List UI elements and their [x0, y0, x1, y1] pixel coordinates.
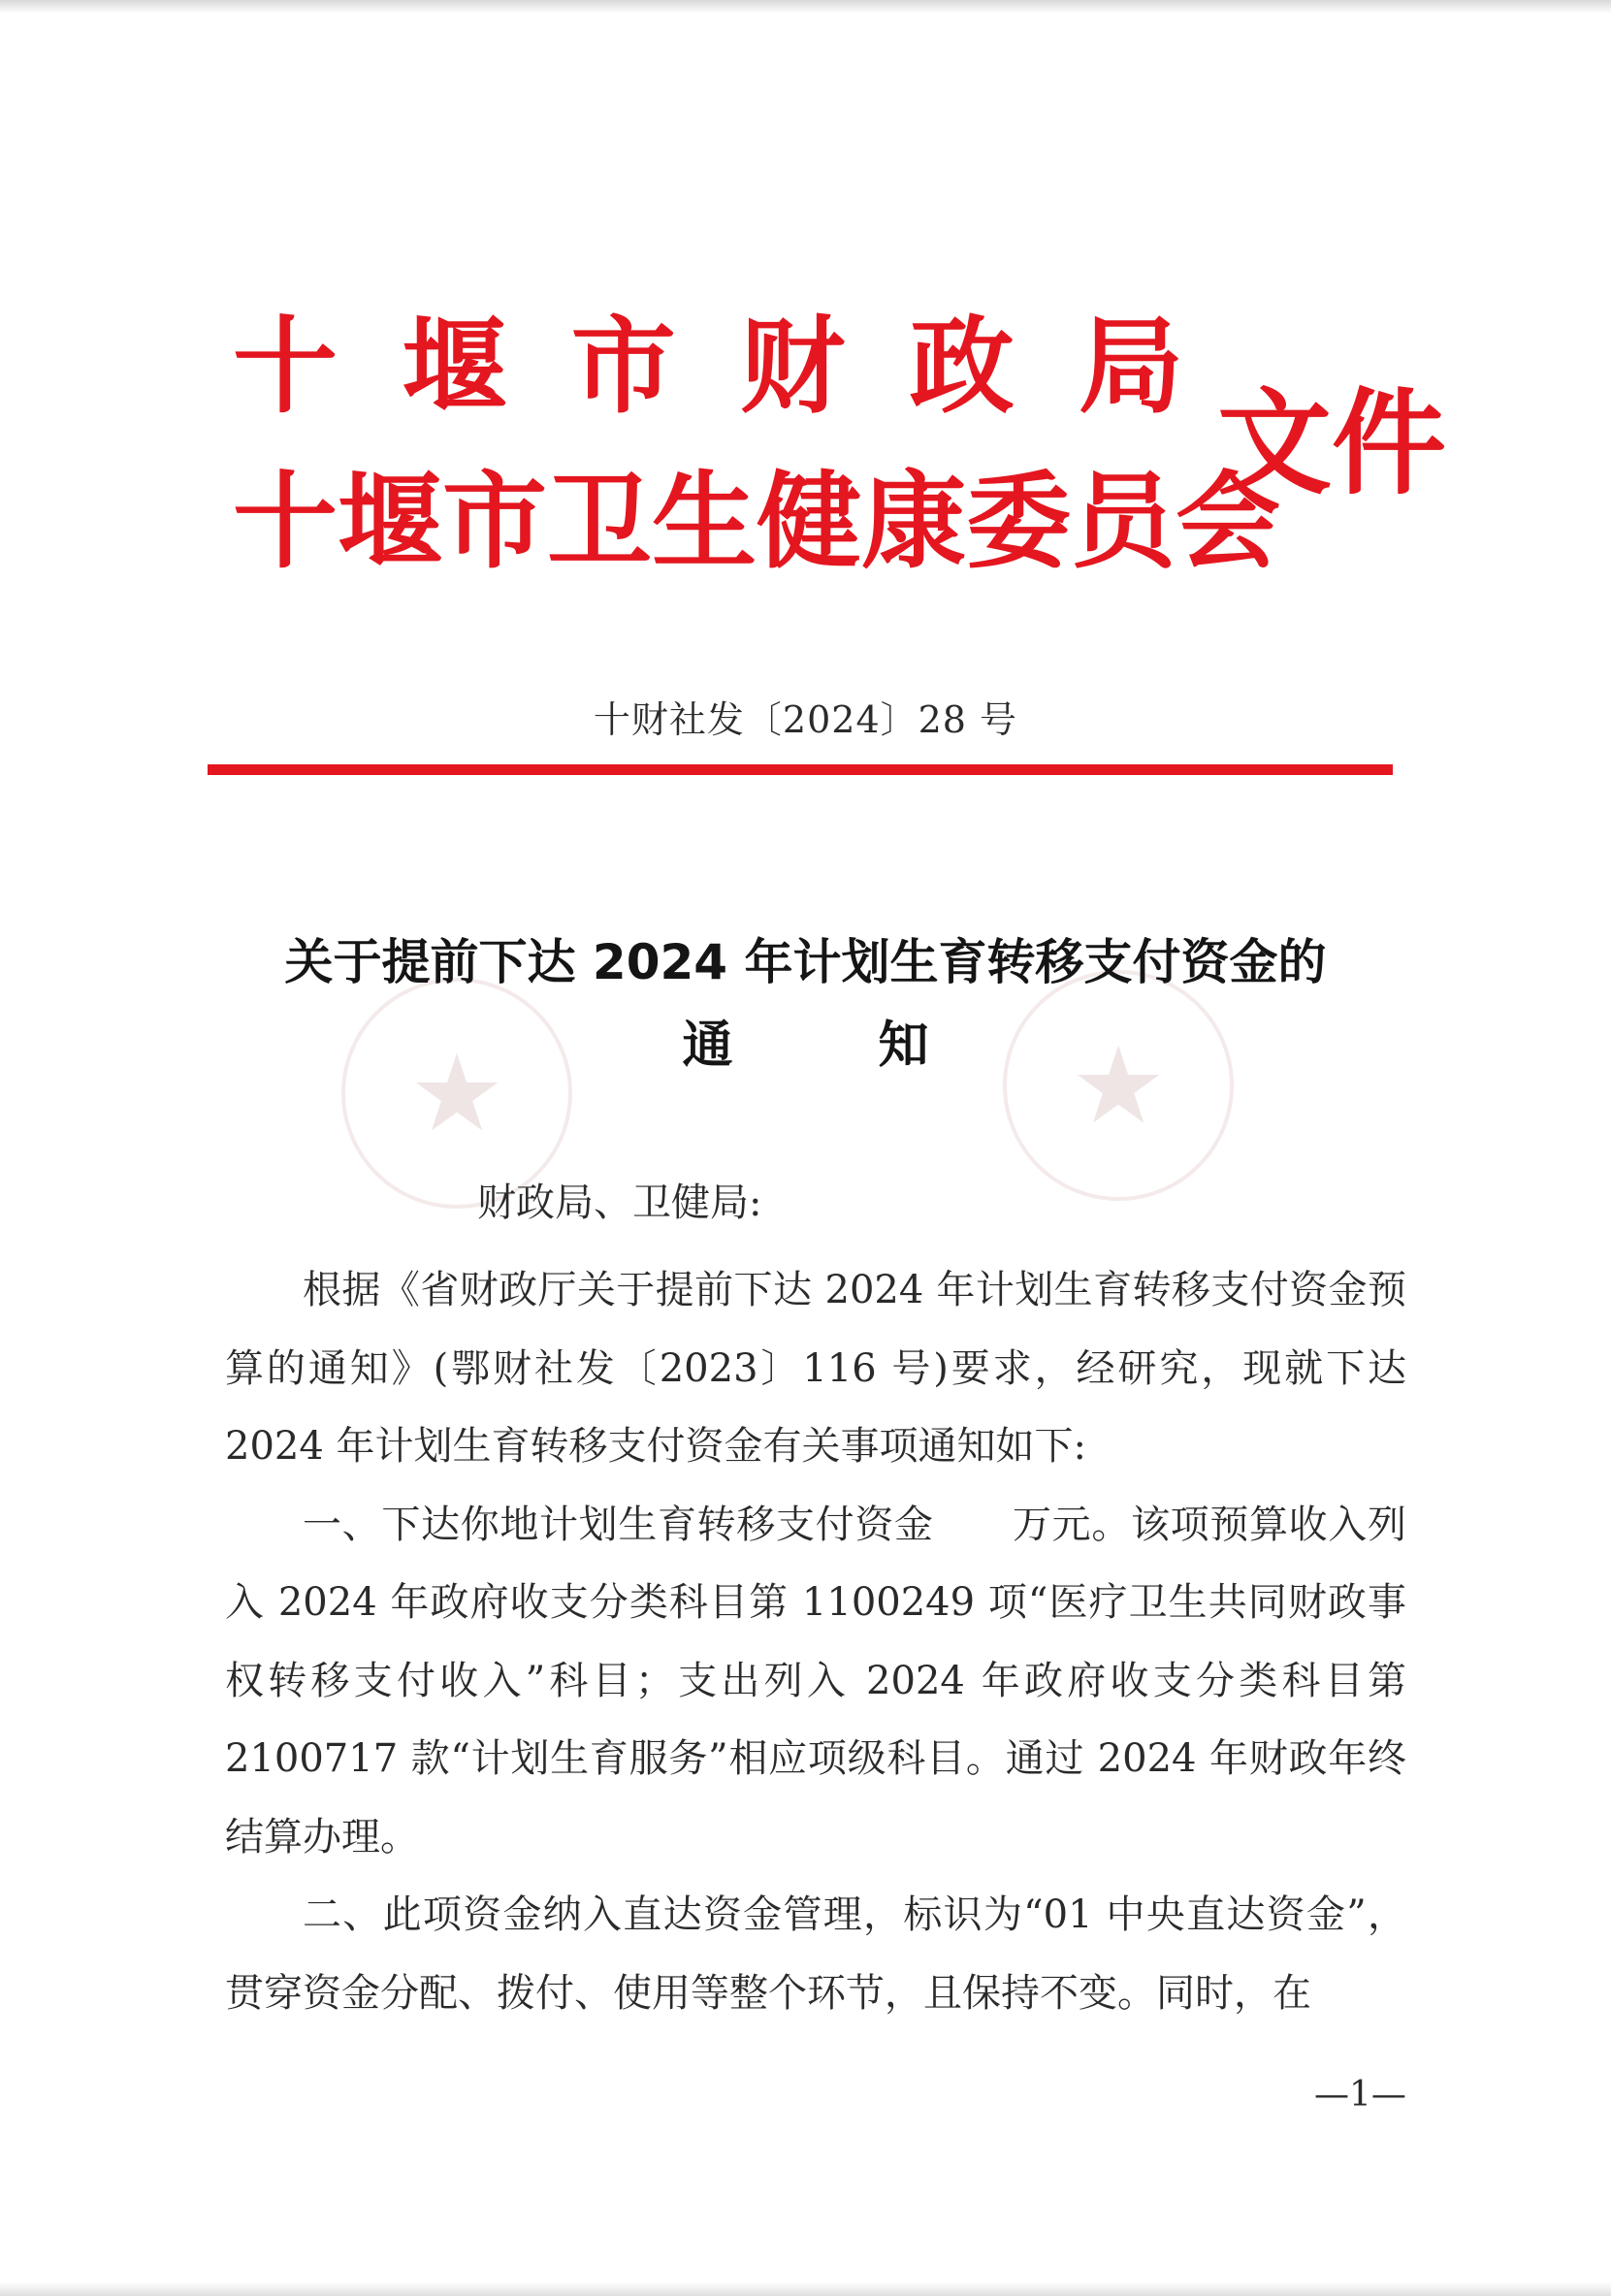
red-divider-rule — [208, 764, 1393, 775]
issuer-char: 堰 — [338, 461, 443, 583]
issuer-health-commission — [233, 461, 1281, 583]
star-icon: ★ — [1070, 1023, 1167, 1148]
issuer-char: 财 — [740, 306, 846, 428]
document-suffix: 文件 — [1217, 375, 1447, 510]
body-paragraph: 二、此项资金纳入直达资金管理，标识为“01 中央直达资金”，贯穿资金分配、拨付、使用等整个环节，且保持不变。同时，在 — [225, 1892, 1406, 2016]
document-number: 十财社发〔2024〕28 号 — [593, 698, 1018, 741]
issuer-char: 堰 — [402, 306, 507, 428]
issuer-char: 委 — [966, 461, 1072, 583]
body-paragraph: 根据《省财政厅关于提前下达 2024 年计划生育转移支付资金预算的通知》(鄂财社发〔2023〕116 号)要求，经研究，现就下达 2024 年计划生育转移支付资金有关事项通知如下: — [225, 1268, 1406, 1469]
issuer-char: 市 — [570, 306, 676, 428]
issuer-char: 康 — [861, 461, 967, 583]
issuer-char: 十 — [233, 306, 338, 428]
issuer-char: 生 — [652, 461, 757, 583]
page-number: —1— — [1314, 2075, 1406, 2115]
issuer-char: 十 — [233, 461, 338, 583]
issuer-char: 员 — [1071, 461, 1176, 583]
salutation: 财政局、卫健局: — [477, 1180, 762, 1225]
notice-title: 关于提前下达 2024 年计划生育转移支付资金的 — [284, 934, 1327, 990]
issuer-char: 健 — [757, 461, 862, 583]
faded-seal-stamp — [1003, 970, 1234, 1201]
scan-bottom-edge — [0, 2281, 1611, 2296]
issuer-finance-bureau — [233, 306, 1183, 428]
issuer-char: 卫 — [547, 461, 653, 583]
body-paragraph: 一、下达你地计划生育转移支付资金 万元。该项预算收入列入 2024 年政府收支分类科目第 1100249 项“医疗卫生共同财政事权转移支付收入”科目；支出列入 2024 年政府收支分类科目第 2100717 款“计划生育服务”相应项级科目。通过 2024 年财政年终结算办理。 — [225, 1502, 1406, 1859]
star-icon: ★ — [408, 1031, 505, 1155]
issuer-char: 政 — [909, 306, 1015, 428]
issuer-char: 会 — [1176, 461, 1281, 583]
document-body — [225, 1251, 1406, 2032]
issuer-char: 局 — [1078, 306, 1183, 428]
scan-top-edge — [0, 0, 1611, 14]
faded-seal-stamp — [341, 978, 572, 1209]
issuer-char: 市 — [442, 461, 548, 583]
notice-title-continued: 通知 — [682, 1017, 1075, 1075]
